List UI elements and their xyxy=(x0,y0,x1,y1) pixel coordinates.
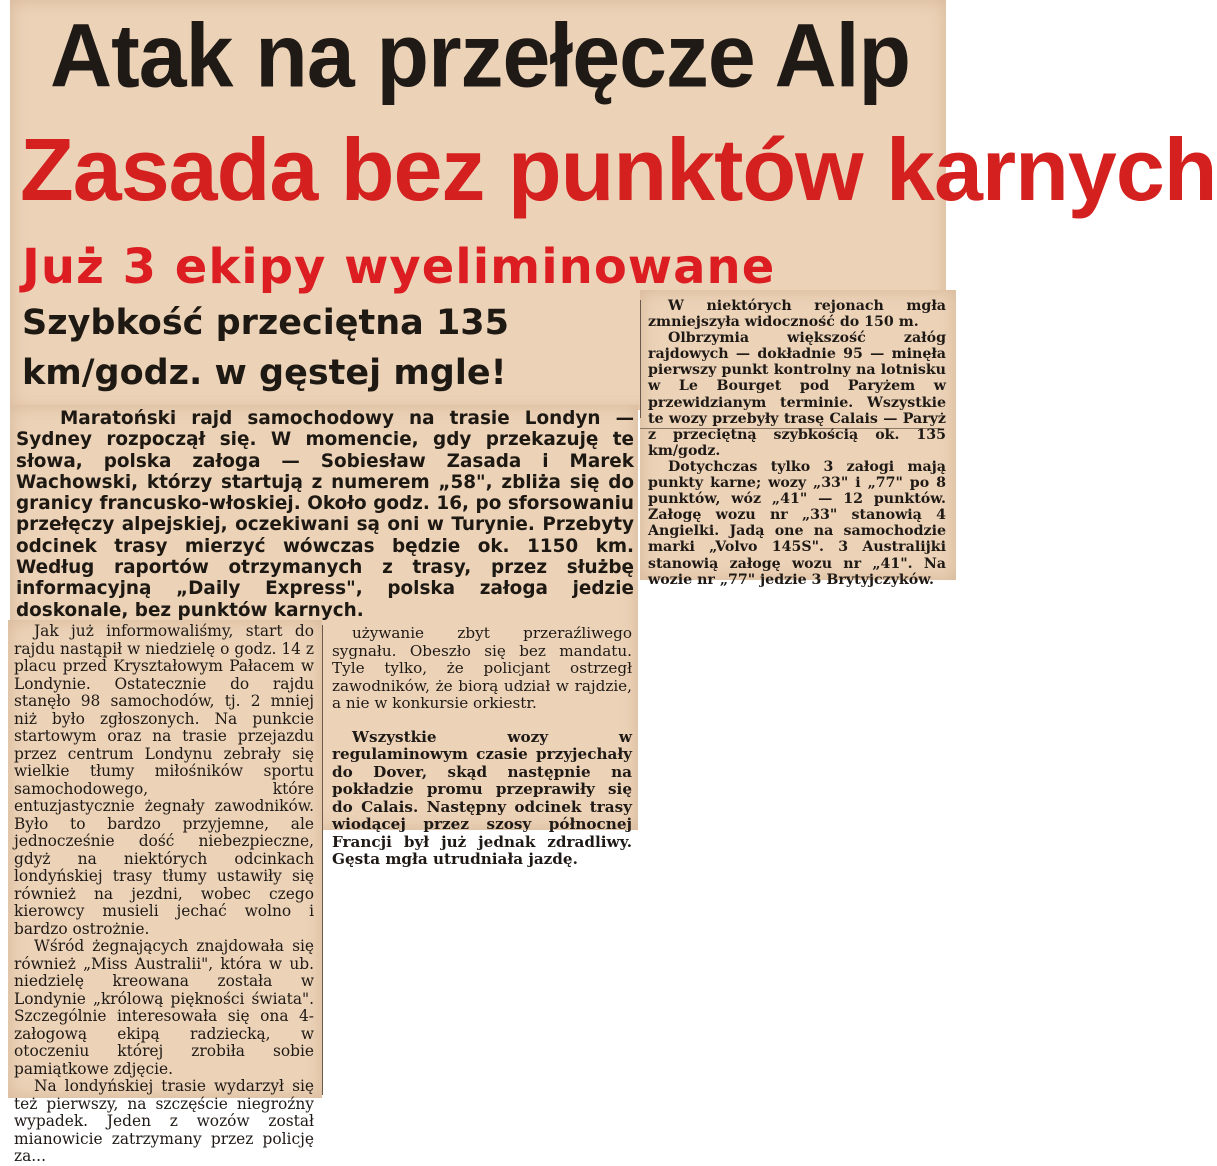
lead-paragraph xyxy=(16,408,634,621)
body-column-2 xyxy=(332,625,632,869)
headline-speed: Szybkość przeciętna 135 km/godz. w gęstej mgle! xyxy=(22,303,510,393)
lead-text: Maratoński rajd samochodowy na trasie Londyn — Sydney rozpoczął się. W momencie, gdy przekazuję te słowa, polska załoga — Sobiesław Zasada i Marek Wachowski, którzy startują z numerem „58", zbliża się do granicy francusko-włoskiej. Około godz. 16, po sforsowaniu przełęczy alpejskiej, oczekiwani są oni w Turynie. Przebyty odcinek trasy mierzyć wówczas będzie ok. 1150 km. Według raportów otrzymanych z trasy, przez służbę informacyjną „Daily Express", polska załoga jedzie doskonale, bez punktów karnych. xyxy=(16,408,634,621)
paragraph: Wśród żegnających znajdowała się również „Miss Australii", która w ub. niedzielę kreowana została w Londynie „królową piękności świata". Szczególnie interesowała się ona 4-załogową ekipą radziecką, w otoczeniu której zrobiła sobie pamiątkowe zdjęcie. xyxy=(14,937,314,1078)
headline-subtitle: Już 3 ekipy wyeliminowane xyxy=(22,239,776,295)
column-divider xyxy=(322,625,323,1095)
column-divider xyxy=(640,300,641,418)
paragraph: używanie zbyt przeraźliwego sygnału. Obeszło się bez mandatu. Tyle tylko, że policjant ostrzegł zawodników, że biorą udział w rajdzie, a nie w konkursie orkiestr. xyxy=(332,624,632,712)
headline-red: Zasada bez punktów karnych xyxy=(20,120,1217,219)
body-column-3 xyxy=(648,298,946,588)
body-column-1 xyxy=(14,623,314,1166)
paragraph: Na londyńskiej trasie wydarzył się też pierwszy, na szczęście niegroźny wypadek. Jeden z wozów został mianowicie zatrzymany przez policję za... xyxy=(14,1077,314,1165)
paragraph: W niektórych rejonach mgła zmniejszyła widoczność do 150 m. xyxy=(648,298,946,331)
paragraph: Olbrzymia większość załóg rajdowych — dokładnie 95 — minęła pierwszy punkt kontrolny na lotnisku w Le Bourget pod Paryżem w przewidzianym terminie. Wszystkie te wozy przebyły trasę Calais — Paryż z przeciętną szybkością ok. 135 km/godz. xyxy=(648,330,946,459)
headline-main: Atak na przełęcze Alp xyxy=(50,5,910,107)
paragraph-bold: Wszystkie wozy w regulaminowym czasie przyjechały do Dover, skąd następnie na pokładzie promu przeprawiły się do Calais. Następny odcinek trasy wiodącej przez szosy północnej Francji był już jednak zdradliwy. Gęsta mgła utrudniała jazdę. xyxy=(332,727,632,868)
paragraph: Jak już informowaliśmy, start do rajdu nastąpił w niedzielę o godz. 14 z placu przed Kryształowym Pałacem w Londynie. Ostatecznie do rajdu stanęło 98 samochodów, tj. 2 mniej niż było zgłoszonych. Na punkcie startowym oraz na trasie przejazdu przez centrum Londynu zebrały się wielkie tłumy miłośników sportu samochodowego, które entuzjastycznie żegnały zawodników. Było to bardzo przyjemne, ale jednocześnie dość niebezpieczne, gdyż na niektórych odcinkach londyńskiej trasy tłumy ustawiły się również na jezdni, wobec czego kierowcy musieli jechać wolno i bardzo ostrożnie. xyxy=(14,622,314,938)
paragraph: Dotychczas tylko 3 załogi mają punkty karne; wozy „33" i „77" po 8 punktów, wóz „41" — 12 punktów. Załogę wozu nr „33" stanowią 4 Angielki. Jadą one na samochodzie marki „Volvo 145S". 3 Australijki stanowią załogę wozu nr „41". Na wozie nr „77" jedzie 3 Brytyjczyków. xyxy=(648,458,946,588)
